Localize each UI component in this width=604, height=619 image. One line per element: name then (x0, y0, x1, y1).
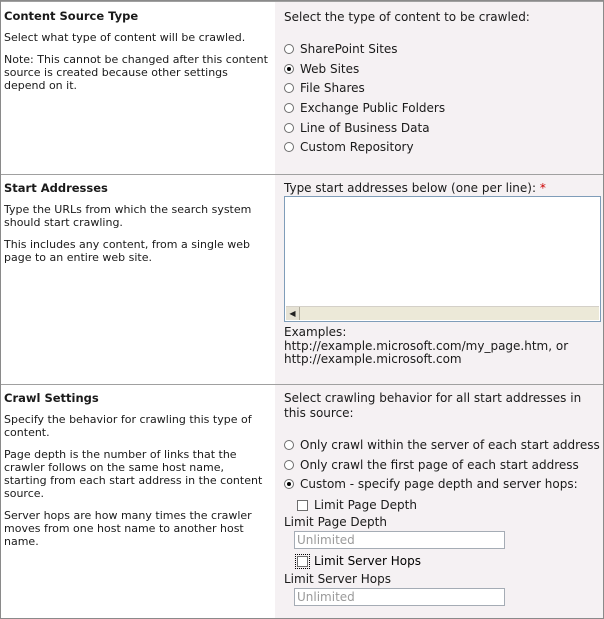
start-addresses-text: Type the URLs from which the search system should start crawling. (4, 203, 252, 229)
limit-server-hops-input[interactable]: Unlimited (294, 588, 505, 606)
radio-button[interactable] (284, 440, 294, 450)
radio-web-sites[interactable]: Web Sites (284, 60, 359, 78)
content-source-type-title: Content Source Type (4, 9, 139, 23)
radio-button[interactable] (284, 83, 294, 93)
radio-button[interactable] (284, 123, 294, 133)
start-addresses-title: Start Addresses (4, 181, 108, 195)
limit-page-depth-checkbox-row[interactable]: Limit Page Depth (297, 496, 417, 514)
radio-custom-repository[interactable]: Custom Repository (284, 138, 414, 156)
crawl-settings-options (284, 391, 602, 512)
limit-server-hops-label: Limit Server Hops (284, 572, 391, 586)
radio-crawl-first-page[interactable]: Only crawl the first page of each start address (284, 456, 579, 474)
example-url-1: http://example.microsoft.com/my_page.htm, or (284, 338, 569, 353)
limit-page-depth-label: Limit Page Depth (284, 515, 387, 529)
radio-button[interactable] (284, 142, 294, 152)
required-marker: * (539, 181, 546, 195)
crawl-settings-description (4, 391, 268, 557)
radio-crawl-within-server[interactable]: Only crawl within the server of each start address (284, 436, 600, 454)
start-address-examples (284, 326, 568, 367)
limit-server-hops-checkbox-row[interactable]: Limit Server Hops (297, 552, 421, 570)
limit-page-depth-checkbox[interactable] (297, 500, 308, 511)
content-source-type-text: Select what type of content will be crawled. (4, 31, 246, 44)
radio-sharepoint-sites[interactable]: SharePoint Sites (284, 40, 398, 58)
crawl-settings-title: Crawl Settings (4, 391, 99, 405)
start-addresses-prompt: Type start addresses below (one per line): (284, 181, 536, 195)
radio-custom-depth-hops[interactable]: Custom - specify page depth and server hops: (284, 475, 578, 493)
radio-exchange-public-folders[interactable]: Exchange Public Folders (284, 99, 445, 117)
content-source-type-description (4, 9, 268, 101)
start-addresses-description (4, 181, 268, 273)
content-source-type-note: Note: This cannot be changed after this content source is created because other settings depend on it. (4, 53, 268, 92)
content-source-type-section (1, 1, 603, 175)
page-depth-explanation: Page depth is the number of links that the crawler follows on the same host name, starting from each start address in the content source. (4, 448, 263, 500)
radio-file-shares[interactable]: File Shares (284, 79, 365, 97)
crawl-settings-text: Specify the behavior for crawling this type of content. (4, 413, 252, 439)
crawl-behavior-prompt: Select crawling behavior for all start addresses in this source: (284, 391, 582, 420)
server-hops-explanation: Server hops are how many times the crawler moves from one host name to another host name. (4, 509, 252, 548)
limit-server-hops-checkbox[interactable] (297, 556, 308, 567)
radio-line-of-business-data[interactable]: Line of Business Data (284, 119, 430, 137)
horizontal-scrollbar[interactable] (286, 306, 599, 320)
start-addresses-prompt-row (284, 181, 602, 196)
content-type-prompt: Select the type of content to be crawled: (284, 10, 530, 24)
start-addresses-textarea[interactable] (284, 196, 601, 322)
radio-button[interactable] (284, 460, 294, 470)
limit-page-depth-input[interactable]: Unlimited (294, 531, 505, 549)
radio-button-selected[interactable] (284, 64, 294, 74)
radio-button[interactable] (284, 44, 294, 54)
content-source-type-options (284, 10, 602, 170)
example-url-2: http://example.microsoft.com (284, 352, 462, 366)
scroll-left-arrow-icon[interactable]: ◀ (286, 307, 300, 320)
examples-label: Examples: (284, 325, 347, 339)
radio-button-selected[interactable] (284, 479, 294, 489)
start-addresses-text-2: This includes any content, from a single web page to an entire web site. (4, 238, 251, 264)
radio-button[interactable] (284, 103, 294, 113)
